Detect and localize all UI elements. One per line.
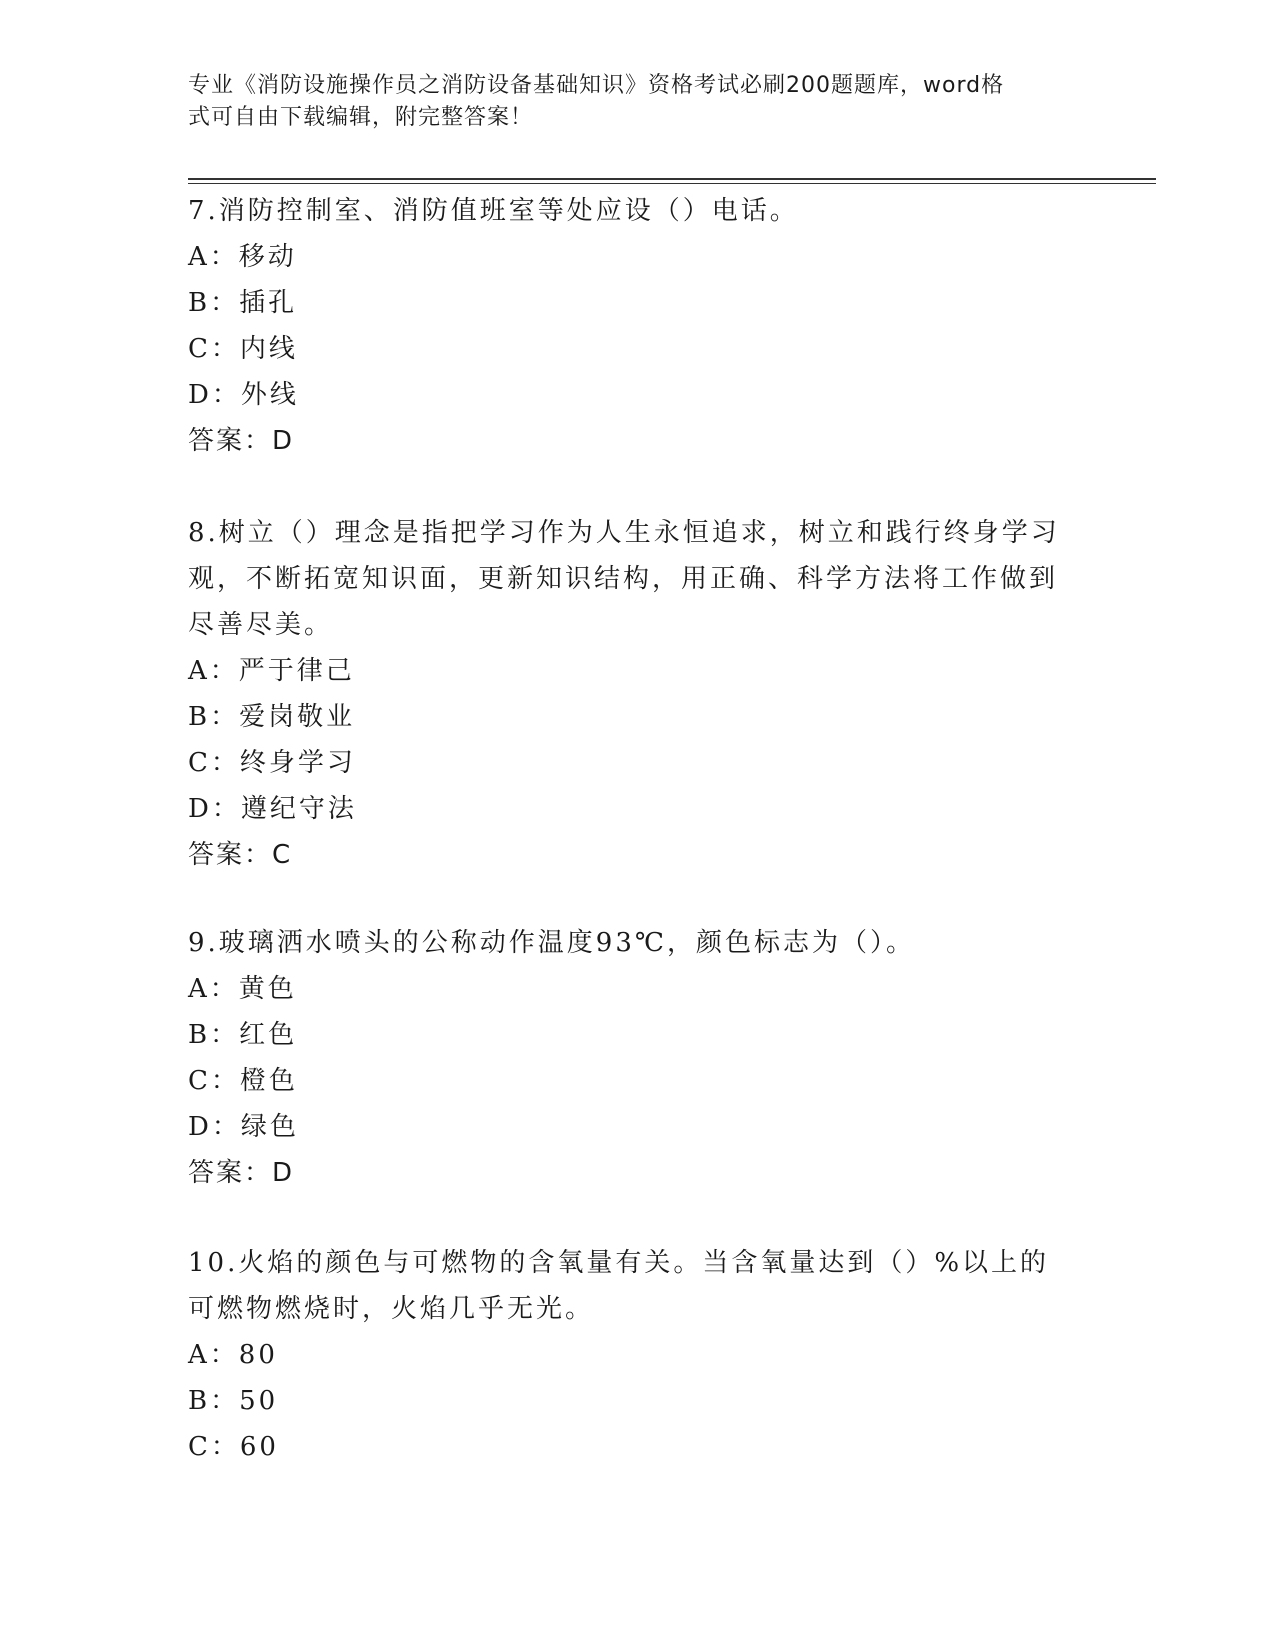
option-b: B：爱岗敬业 [188,702,356,732]
option-b: B：插孔 [188,288,298,318]
answer: 答案：D [188,426,295,456]
option-d: D：外线 [188,380,299,410]
header-divider-thin [188,183,1156,184]
option-c: C：60 [188,1432,279,1462]
question-8 [188,510,1068,878]
header-line-2: 式可自由下载编辑，附完整答案！ [188,105,534,130]
option-d: D：绿色 [188,1112,299,1142]
option-a: A：移动 [188,242,297,272]
question-text: 9.玻璃洒水喷头的公称动作温度93℃，颜色标志为（）。 [188,928,915,958]
header-divider-thick [188,178,1156,180]
option-b: B：红色 [188,1020,298,1050]
question-7 [188,188,1068,464]
question-text: 10.火焰的颜色与可燃物的含氧量有关。当含氧量达到（）%以上的可燃物燃烧时，火焰几乎无光。 [188,1248,1050,1324]
option-a: A：严于律己 [188,656,355,686]
option-a: A：80 [188,1340,278,1370]
question-text: 8.树立（）理念是指把学习作为人生永恒追求，树立和践行终身学习观，不断拓宽知识面，更新知识结构，用正确、科学方法将工作做到尽善尽美。 [188,518,1060,640]
option-c: C：终身学习 [188,748,356,778]
document-header [188,70,1068,134]
answer: 答案：C [188,840,293,870]
question-9 [188,920,1068,1196]
option-c: C：内线 [188,334,298,364]
option-c: C：橙色 [188,1066,298,1096]
question-text: 7.消防控制室、消防值班室等处应设（）电话。 [188,196,799,226]
option-b: B：50 [188,1386,279,1416]
header-line-1: 专业《消防设施操作员之消防设备基础知识》资格考试必刷200题题库，word格 [188,73,1005,98]
option-d: D：遵纪守法 [188,794,357,824]
answer: 答案：D [188,1158,295,1188]
question-10 [188,1240,1068,1470]
option-a: A：黄色 [188,974,297,1004]
